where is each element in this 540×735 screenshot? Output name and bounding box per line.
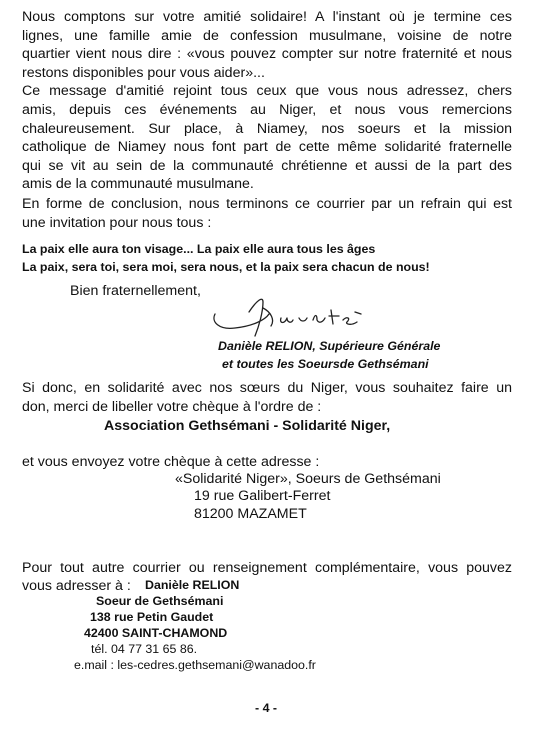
text-line: Nous comptons sur votre amitié solidaire! A l'instant où je termine ces (22, 9, 512, 25)
signature-line: Danièle RELION, Supérieure Générale (218, 339, 441, 353)
text-line: restons disponibles pour vous aider»... (22, 64, 265, 81)
page-number: - 4 - (255, 701, 278, 715)
signature-caption (218, 337, 440, 373)
address-line: 81200 MAZAMET (194, 506, 307, 522)
contact-intro-line: vous adresser à : (22, 578, 131, 594)
text-line: catholique de Niamey nous font part de cette même solidarité fraternelle (22, 139, 512, 156)
text-line: une invitation pour nous tous : (22, 214, 212, 231)
closing-salutation: Bien fraternellement, (70, 283, 201, 299)
handwritten-signature (205, 292, 380, 340)
text-line: Pour tout autre courrier ou renseignement complémentaire, vous pouvez (22, 560, 512, 576)
text-line: amis de la communauté musulmane. (22, 176, 254, 193)
contact-org: Soeur de Gethsémani (96, 594, 224, 608)
refrain-line: La paix elle aura ton visage... La paix elle aura tous les âges (22, 242, 376, 256)
text-line: En forme de conclusion, nous terminons ce courrier par un refrain qui est (22, 196, 512, 212)
text-line: chaleureusement. Sur place, à Niamey, nos soeurs et la mission (22, 120, 512, 137)
paragraph-solidarity (22, 8, 512, 194)
association-name: Association Gethsémani - Solidarité Niger, (104, 418, 391, 434)
contact-street: 138 rue Petin Gaudet (90, 610, 214, 624)
text-line: don, merci de libeller votre chèque à l'ordre de : (22, 398, 322, 415)
signature-line: et toutes les Soeursde Gethsémani (222, 357, 429, 371)
paragraph-conclusion (22, 195, 512, 232)
address-line: «Solidarité Niger», Soeurs de Gethsémani (175, 471, 441, 487)
send-instruction: et vous envoyez votre chèque à cette adresse : (22, 454, 320, 470)
contact-city: 42400 SAINT-CHAMOND (84, 626, 228, 640)
text-line: quartier vient nous dire : «vous pouvez compter sur notre fraternité et nous (22, 46, 512, 63)
text-line: Ce message d'amitié rejoint tous ceux que vous nous adressez, chers (22, 83, 512, 100)
refrain (22, 240, 522, 276)
paragraph-contact (22, 559, 512, 578)
contact-name: Danièle RELION (145, 578, 240, 592)
text-line: Si donc, en solidarité avec nos sœurs du Niger, vous souhaitez faire un (22, 380, 512, 396)
text-line: amis, depuis ces événements au Niger, et nous vous remercions (22, 101, 512, 118)
contact-phone: tél. 04 77 31 65 86. (91, 642, 198, 656)
text-line: qui se vit au sein de la communauté chrétienne et aussi de la part des (22, 157, 512, 174)
address-line: 19 rue Galibert-Ferret (194, 488, 331, 504)
refrain-line: La paix, sera toi, sera moi, sera nous, et la paix sera chacun de nous! (22, 260, 430, 274)
text-line: lignes, une famille amie de confession musulmane, voisine de notre (22, 27, 512, 44)
contact-email: e.mail : les-cedres.gethsemani@wanadoo.fr (74, 658, 316, 672)
paragraph-donation (22, 379, 512, 416)
